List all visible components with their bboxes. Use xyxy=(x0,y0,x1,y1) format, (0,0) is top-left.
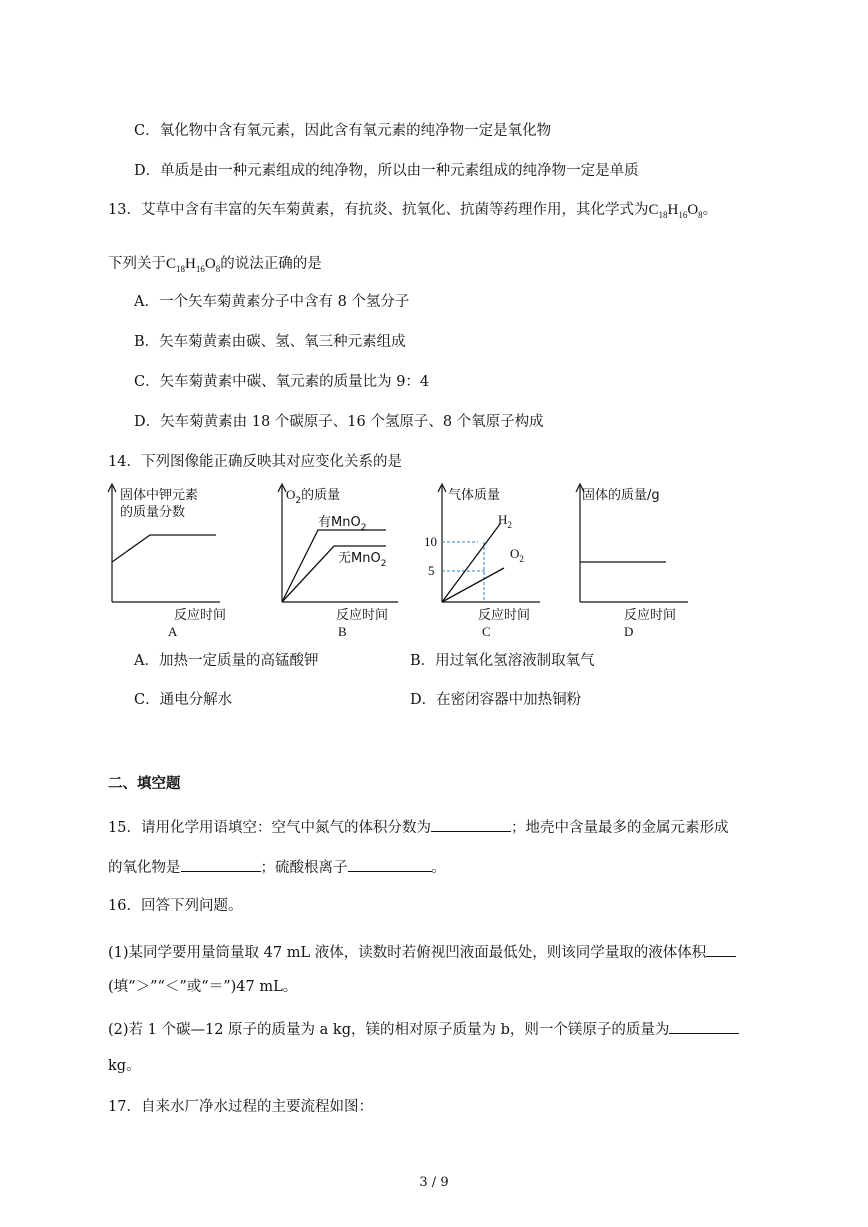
q15-text-4: ；硫酸根离子 xyxy=(260,860,348,876)
q13-stem xyxy=(108,200,717,225)
q16-part1-text: (1)某同学要用量筒量取 47 mL 液体，读数时若俯视凹液面最低处，则该同学量取的液体体积 xyxy=(108,945,707,961)
graph-b-line1-label: 有MnO$_2$ xyxy=(318,515,367,533)
graph-b-curve-with xyxy=(282,530,386,602)
q16-part1-line2: (填“＞”“＜”或“＝”)47 mL。 xyxy=(108,979,298,995)
graph-c xyxy=(424,482,550,646)
graph-b-xlabel: 反应时间 xyxy=(336,608,389,623)
q13-stem-b: 下列关于 xyxy=(108,256,166,272)
graph-a-letter: A xyxy=(168,624,178,639)
q15-line2 xyxy=(108,856,446,878)
graph-d-xlabel: 反应时间 xyxy=(624,608,677,623)
q13-option-d: D．矢车菊黄素由 18 个碳原子、16 个氢原子、8 个氧原子构成 xyxy=(134,414,544,430)
q16-part2-line2: kg。 xyxy=(108,1058,141,1074)
graph-c-letter: C xyxy=(482,624,491,639)
q16-blank-1[interactable] xyxy=(706,941,736,957)
graph-a-xlabel: 反应时间 xyxy=(174,608,227,623)
graph-a-ylabel-2: 的质量分数 xyxy=(120,505,186,520)
graph-c-o2-label: $O_2$ xyxy=(510,546,524,564)
q15-line1 xyxy=(108,816,728,838)
q15-blank-2[interactable] xyxy=(181,856,261,872)
graph-c-curve-o2 xyxy=(442,568,504,602)
graph-b xyxy=(270,482,410,646)
q13-stem-text: 13．艾草中含有丰富的矢车菊黄素，有抗炎、抗氧化、抗菌等药理作用，其化学式为 xyxy=(108,202,649,218)
q16-blank-2[interactable] xyxy=(669,1018,739,1034)
graph-d xyxy=(568,482,698,646)
graph-c-xlabel: 反应时间 xyxy=(478,608,531,623)
q15-text-5: 。 xyxy=(431,860,446,876)
graph-a-curve xyxy=(112,535,216,562)
graph-c-ylabel: 气体质量 xyxy=(448,488,501,503)
graph-c-h2-label: $H_2$ xyxy=(498,512,512,530)
q12-option-d: D．单质是由一种元素组成的纯净物，所以由一种元素组成的纯净物一定是单质 xyxy=(134,163,639,179)
q14-option-a: A．加热一定质量的高锰酸钾 xyxy=(134,653,319,669)
q15-blank-3[interactable] xyxy=(348,856,432,872)
q14-option-c: C．通电分解水 xyxy=(134,692,233,708)
q15-text-3: 的氧化物是 xyxy=(108,860,181,876)
graph-b-ylabel: $O_2$的质量 xyxy=(286,487,341,506)
q13-stem-end: 。 xyxy=(702,202,718,218)
graph-c-tick-10: 10 xyxy=(424,534,437,549)
q13-formula-2: $C_{18}H_{16}O_8$ xyxy=(166,256,221,274)
graph-a xyxy=(100,482,230,646)
graph-c-tick-5: 5 xyxy=(428,563,435,578)
section-heading: 二、填空题 xyxy=(108,775,181,792)
graph-c-curve-h2 xyxy=(442,524,500,602)
q12-option-c: C．氧化物中含有氧元素，因此含有氧元素的纯净物一定是氧化物 xyxy=(134,123,552,139)
q14-stem: 14．下列图像能正确反映其对应变化关系的是 xyxy=(108,454,402,470)
q16-part2-text: (2)若 1 个碳—12 原子的质量为 a kg，镁的相对原子质量为 b，则一个镁原子的质量为 xyxy=(108,1022,670,1038)
graph-d-letter: D xyxy=(624,624,634,639)
graph-b-letter: B xyxy=(338,624,347,639)
q15-text-1: 15．请用化学用语填空：空气中氮气的体积分数为 xyxy=(108,820,431,836)
q13-formula: $C_{18}H_{16}O_8$ xyxy=(648,202,703,220)
graph-b-line2-label: 无MnO$_2$ xyxy=(338,551,387,569)
q17-stem: 17．自来水厂净水过程的主要流程如图： xyxy=(108,1099,373,1115)
q13-option-a: A．一个矢车菊黄素分子中含有 8 个氢分子 xyxy=(134,294,410,310)
q16-part2-line1 xyxy=(108,1018,739,1040)
q14-option-d: D．在密闭容器中加热铜粉 xyxy=(410,692,582,708)
q13-option-b: B．矢车菊黄素由碳、氢、氧三种元素组成 xyxy=(134,334,406,350)
q16-part1-line1 xyxy=(108,941,736,963)
page-number: 3 / 9 xyxy=(419,1175,449,1190)
q13-stem-2 xyxy=(108,254,322,279)
q15-blank-1[interactable] xyxy=(431,816,511,832)
q13-stem-b-end: 的说法正确的是 xyxy=(220,256,322,272)
graph-a-ylabel-1: 固体中钾元素 xyxy=(120,488,199,503)
q14-option-b: B．用过氧化氢溶液制取氧气 xyxy=(410,653,595,669)
q13-option-c: C．矢车菊黄素中碳、氧元素的质量比为 9：4 xyxy=(134,374,430,390)
q16-stem: 16．回答下列问题。 xyxy=(108,898,243,914)
graph-d-ylabel: 固体的质量/g xyxy=(582,488,660,503)
q15-text-2: ；地壳中含量最多的金属元素形成 xyxy=(510,820,729,836)
